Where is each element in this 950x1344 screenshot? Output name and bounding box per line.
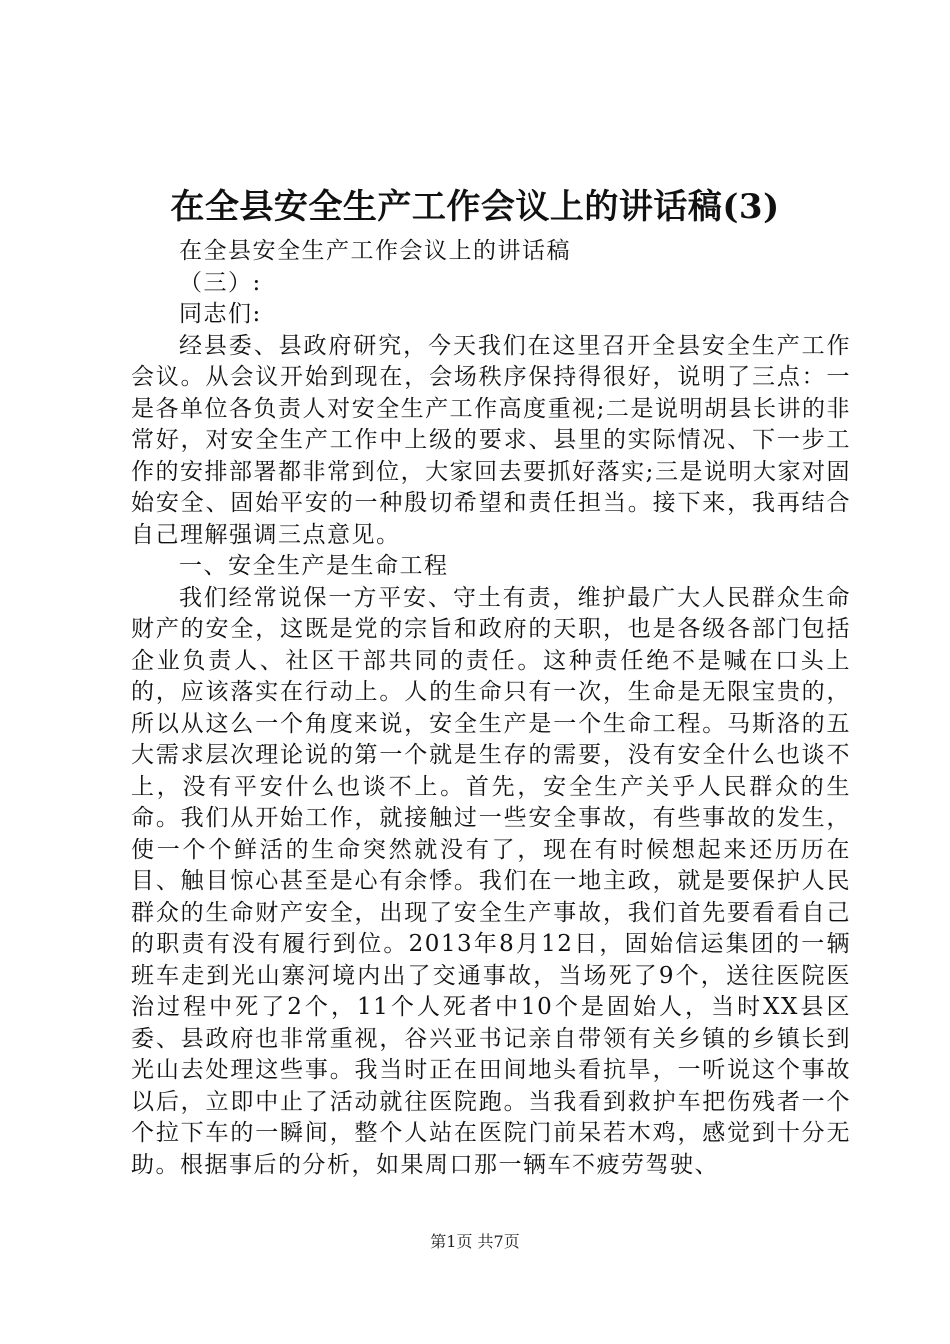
document-body [131, 236, 851, 1181]
opening-paragraph: 经县委、县政府研究，今天我们在这里召开全县安全生产工作会议。从会议开始到现在，会场秩序保持得很好，说明了三点：一是各单位各负责人对安全生产工作高度重视;二是说明胡县长讲的非常好，对安全生产工作中上级的要求、县里的实际情况、下一步工作的安排部署都非常到位，大家回去要抓好落实;三是说明大家对固始安全、固始平安的一种殷切希望和责任担当。接下来，我再结合自己理解强调三点意见。 [131, 332, 851, 548]
section-heading: 一、安全生产是生命工程 [179, 553, 449, 579]
subtitle-paragraph: 在全县安全生产工作会议上的讲话稿 [179, 238, 571, 264]
section-paragraph: 我们经常说保一方平安、守土有责，维护最广大人民群众生命财产的安全，这既是党的宗旨和政府的天职，也是各级各部门包括企业负责人、社区干部共同的责任。这种责任绝不是喊在口头上的，应该落实在行动上。人的生命只有一次，生命是无限宝贵的，所以从这么一个角度来说，安全生产是一个生命工程。马斯洛的五大需求层次理论说的第一个就是生存的需要，没有安全什么也谈不上，没有平安什么也谈不上。首先，安全生产关乎人民群众的生命。我们从开始工作，就接触过一些安全事故，有些事故的发生，使一个个鲜活的生命突然就没有了，现在有时候想起来还历历在目、触目惊心甚至是心有余悸。我们在一地主政，就是要保护人民群众的生命财产安全，出现了安全生产事故，我们首先要看看自己的职责有没有履行到位。2013年8月12日，固始信运集团的一辆班车走到光山寨河境内出了交通事故，当场死了9个，送往医院医治过程中死了2个，11个人死者中10个是固始人，当时XX县区委、县政府也非常重视，谷兴亚书记亲自带领有关乡镇的乡镇长到光山去处理这些事。我当时正在田间地头看抗旱，一听说这个事故以后，立即中止了活动就往医院跑。当我看到救护车把伤残者一个个拉下车的一瞬间，整个人站在医院门前呆若木鸡，感觉到十分无助。根据事后的分析，如果周口那一辆车不疲劳驾驶、 [131, 584, 851, 1178]
salutation-paragraph: 同志们: [179, 301, 262, 327]
subtitle-number-paragraph: （三）: [179, 269, 262, 296]
document-title: 在全县安全生产工作会议上的讲话稿(3) [170, 187, 780, 227]
page-footer: 第1页 共7页 [430, 1232, 520, 1251]
